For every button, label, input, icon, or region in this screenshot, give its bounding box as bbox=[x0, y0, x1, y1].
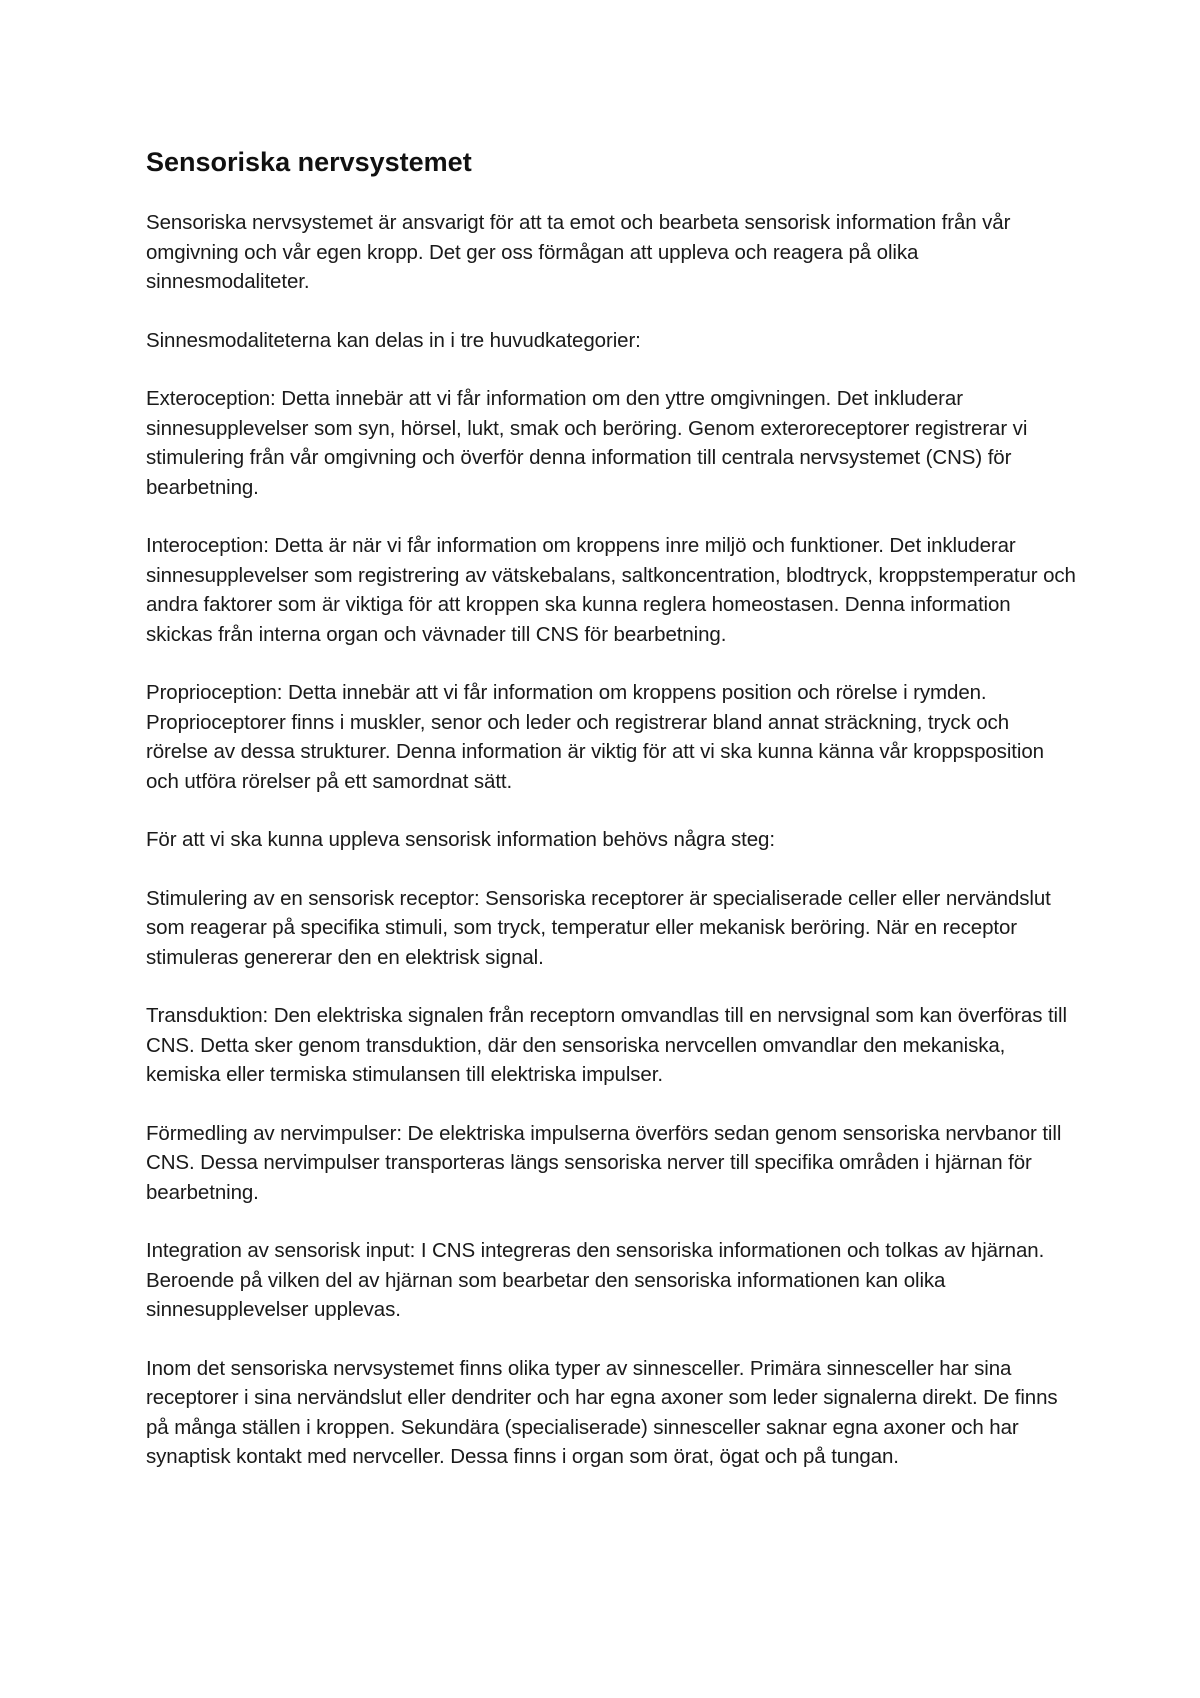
paragraph-stimulation: Stimulering av en sensorisk receptor: Sensoriska receptorer är specialiserade celler eller nervändslut som reagerar på specifika stimuli, som tryck, temperatur eller mekanisk beröring. När en receptor stimuleras genererar den en elektrisk signal. bbox=[146, 886, 1051, 969]
paragraph-categories-intro: Sinnesmodaliteterna kan delas in i tre huvudkategorier: bbox=[146, 328, 641, 352]
paragraph-steps-intro: För att vi ska kunna uppleva sensorisk information behövs några steg: bbox=[146, 828, 775, 851]
paragraph-transduction: Transduktion: Den elektriska signalen från receptorn omvandlas till en nervsignal som kan överföras till CNS. Detta sker genom transduktion, där den sensoriska nervcellen omvandlar den mekaniska, kemiska eller termiska stimulansen till elektriska impulser. bbox=[146, 1004, 1067, 1086]
document-title: Sensoriska nervsystemet bbox=[146, 147, 472, 177]
paragraph-sensory-cells: Inom det sensoriska nervsystemet finns olika typer av sinnesceller. Primära sinnesceller har sina receptorer i sina nervändslut eller dendriter och har egna axoner som leder signalerna direkt. De finns på många ställen i kroppen. Sekundära (specialiserade) sinnesceller saknar egna axoner och har synaptisk kontakt med nervceller. Dessa finns i organ som örat, ögat och på tungan. bbox=[146, 1356, 1058, 1468]
paragraph-integration: Integration av sensorisk input: I CNS integreras den sensoriska informationen och tolkas av hjärnan. Beroende på vilken del av hjärnan som bearbetar den sensoriska informationen kan olika sinnesupplevelser upplevas. bbox=[146, 1239, 1045, 1321]
document-body bbox=[146, 142, 1076, 1501]
paragraph-intro: Sensoriska nervsystemet är ansvarigt för att ta emot och bearbeta sensorisk information från vår omgivning och vår egen kropp. Det ger oss förmågan att uppleva och reagera på olika sinnesmodaliteter. bbox=[146, 211, 1011, 293]
paragraph-exteroception: Exteroception: Detta innebär att vi får information om den yttre omgivningen. Det inkluderar sinnesupplevelser som syn, hörsel, lukt, smak och beröring. Genom exteroreceptorer registrerar vi stimulering från vår omgivning och överför denna information till centrala nervsystemet (CNS) för bearbetning. bbox=[146, 387, 1028, 499]
paragraph-interoception: Interoception: Detta är när vi får information om kroppens inre miljö och funktioner. Det inkluderar sinnesupplevelser som registrering av vätskebalans, saltkoncentration, blodtryck, kroppstemperatur och andra faktorer som är viktiga för att kroppen ska kunna reglera homeostasen. Denna information skickas från interna organ och vävnader till CNS för bearbetning. bbox=[146, 534, 1076, 646]
paragraph-transmission: Förmedling av nervimpulser: De elektriska impulserna överförs sedan genom sensoriska nervbanor till CNS. Dessa nervimpulser transporteras längs sensoriska nerver till specifika områden i hjärnan för bearbetning. bbox=[146, 1121, 1062, 1204]
paragraph-proprioception: Proprioception: Detta innebär att vi får information om kroppens position och rörelse i rymden. Proprioceptorer finns i muskler, senor och leder och registrerar bland annat sträckning, tryck och rörelse av dessa strukturer. Denna information är viktig för att vi ska kunna känna vår kroppsposition och utföra rörelser på ett samordnat sätt. bbox=[146, 681, 1044, 793]
